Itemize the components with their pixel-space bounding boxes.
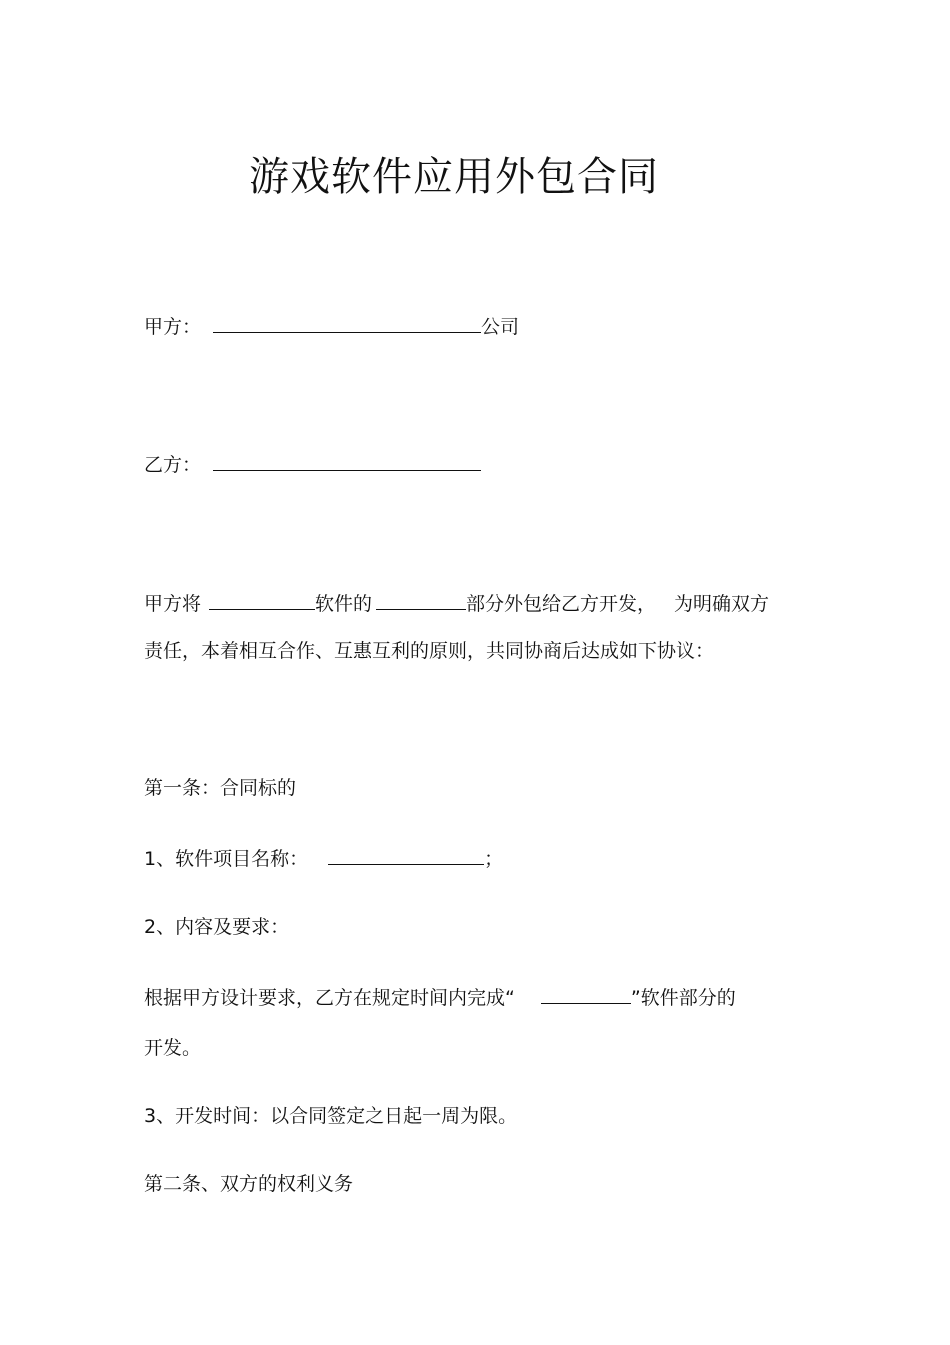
- party-a-line: [144, 312, 519, 341]
- intro-text-4: 为明确双方: [674, 593, 770, 615]
- project-name-blank: [328, 844, 484, 865]
- software-name-blank: [209, 589, 315, 610]
- party-b-blank: [213, 450, 481, 471]
- party-b-line: [144, 450, 481, 479]
- module-name-blank: [376, 589, 466, 610]
- project-name-label: 1、软件项目名称：: [144, 848, 309, 870]
- content-line-1: [144, 983, 736, 1012]
- party-a-label: 甲方：: [144, 316, 202, 338]
- article-1-heading: 第一条：合同标的: [144, 777, 297, 799]
- article-1-item-2: 2、内容及要求：: [144, 916, 290, 938]
- article-1-item-3: 3、开发时间：以合同签定之日起一周为限。: [144, 1105, 518, 1127]
- project-name-end: ；: [484, 848, 504, 870]
- intro-line-2: 责任，本着相互合作、互惠互利的原则，共同协商后达成如下协议：: [144, 640, 715, 662]
- content-line-2: 开发。: [144, 1037, 202, 1059]
- intro-text-3: 部分外包给乙方开发，: [466, 593, 657, 615]
- software-part-blank: [541, 983, 631, 1004]
- party-b-label: 乙方：: [144, 454, 202, 476]
- party-a-blank: [213, 312, 481, 333]
- article-1-item-1: [144, 844, 503, 873]
- party-a-suffix: 公司: [481, 316, 520, 338]
- intro-line-1: [144, 589, 769, 618]
- content-text-2: ”软件部分的: [630, 987, 736, 1009]
- document-title: 游戏软件应用外包合同: [249, 154, 659, 200]
- article-2-heading: 第二条、双方的权利义务: [144, 1173, 354, 1195]
- intro-text-1: 甲方将: [144, 593, 202, 615]
- intro-text-2: 软件的: [315, 593, 373, 615]
- content-text-1: 根据甲方设计要求，乙方在规定时间内完成“: [144, 987, 515, 1009]
